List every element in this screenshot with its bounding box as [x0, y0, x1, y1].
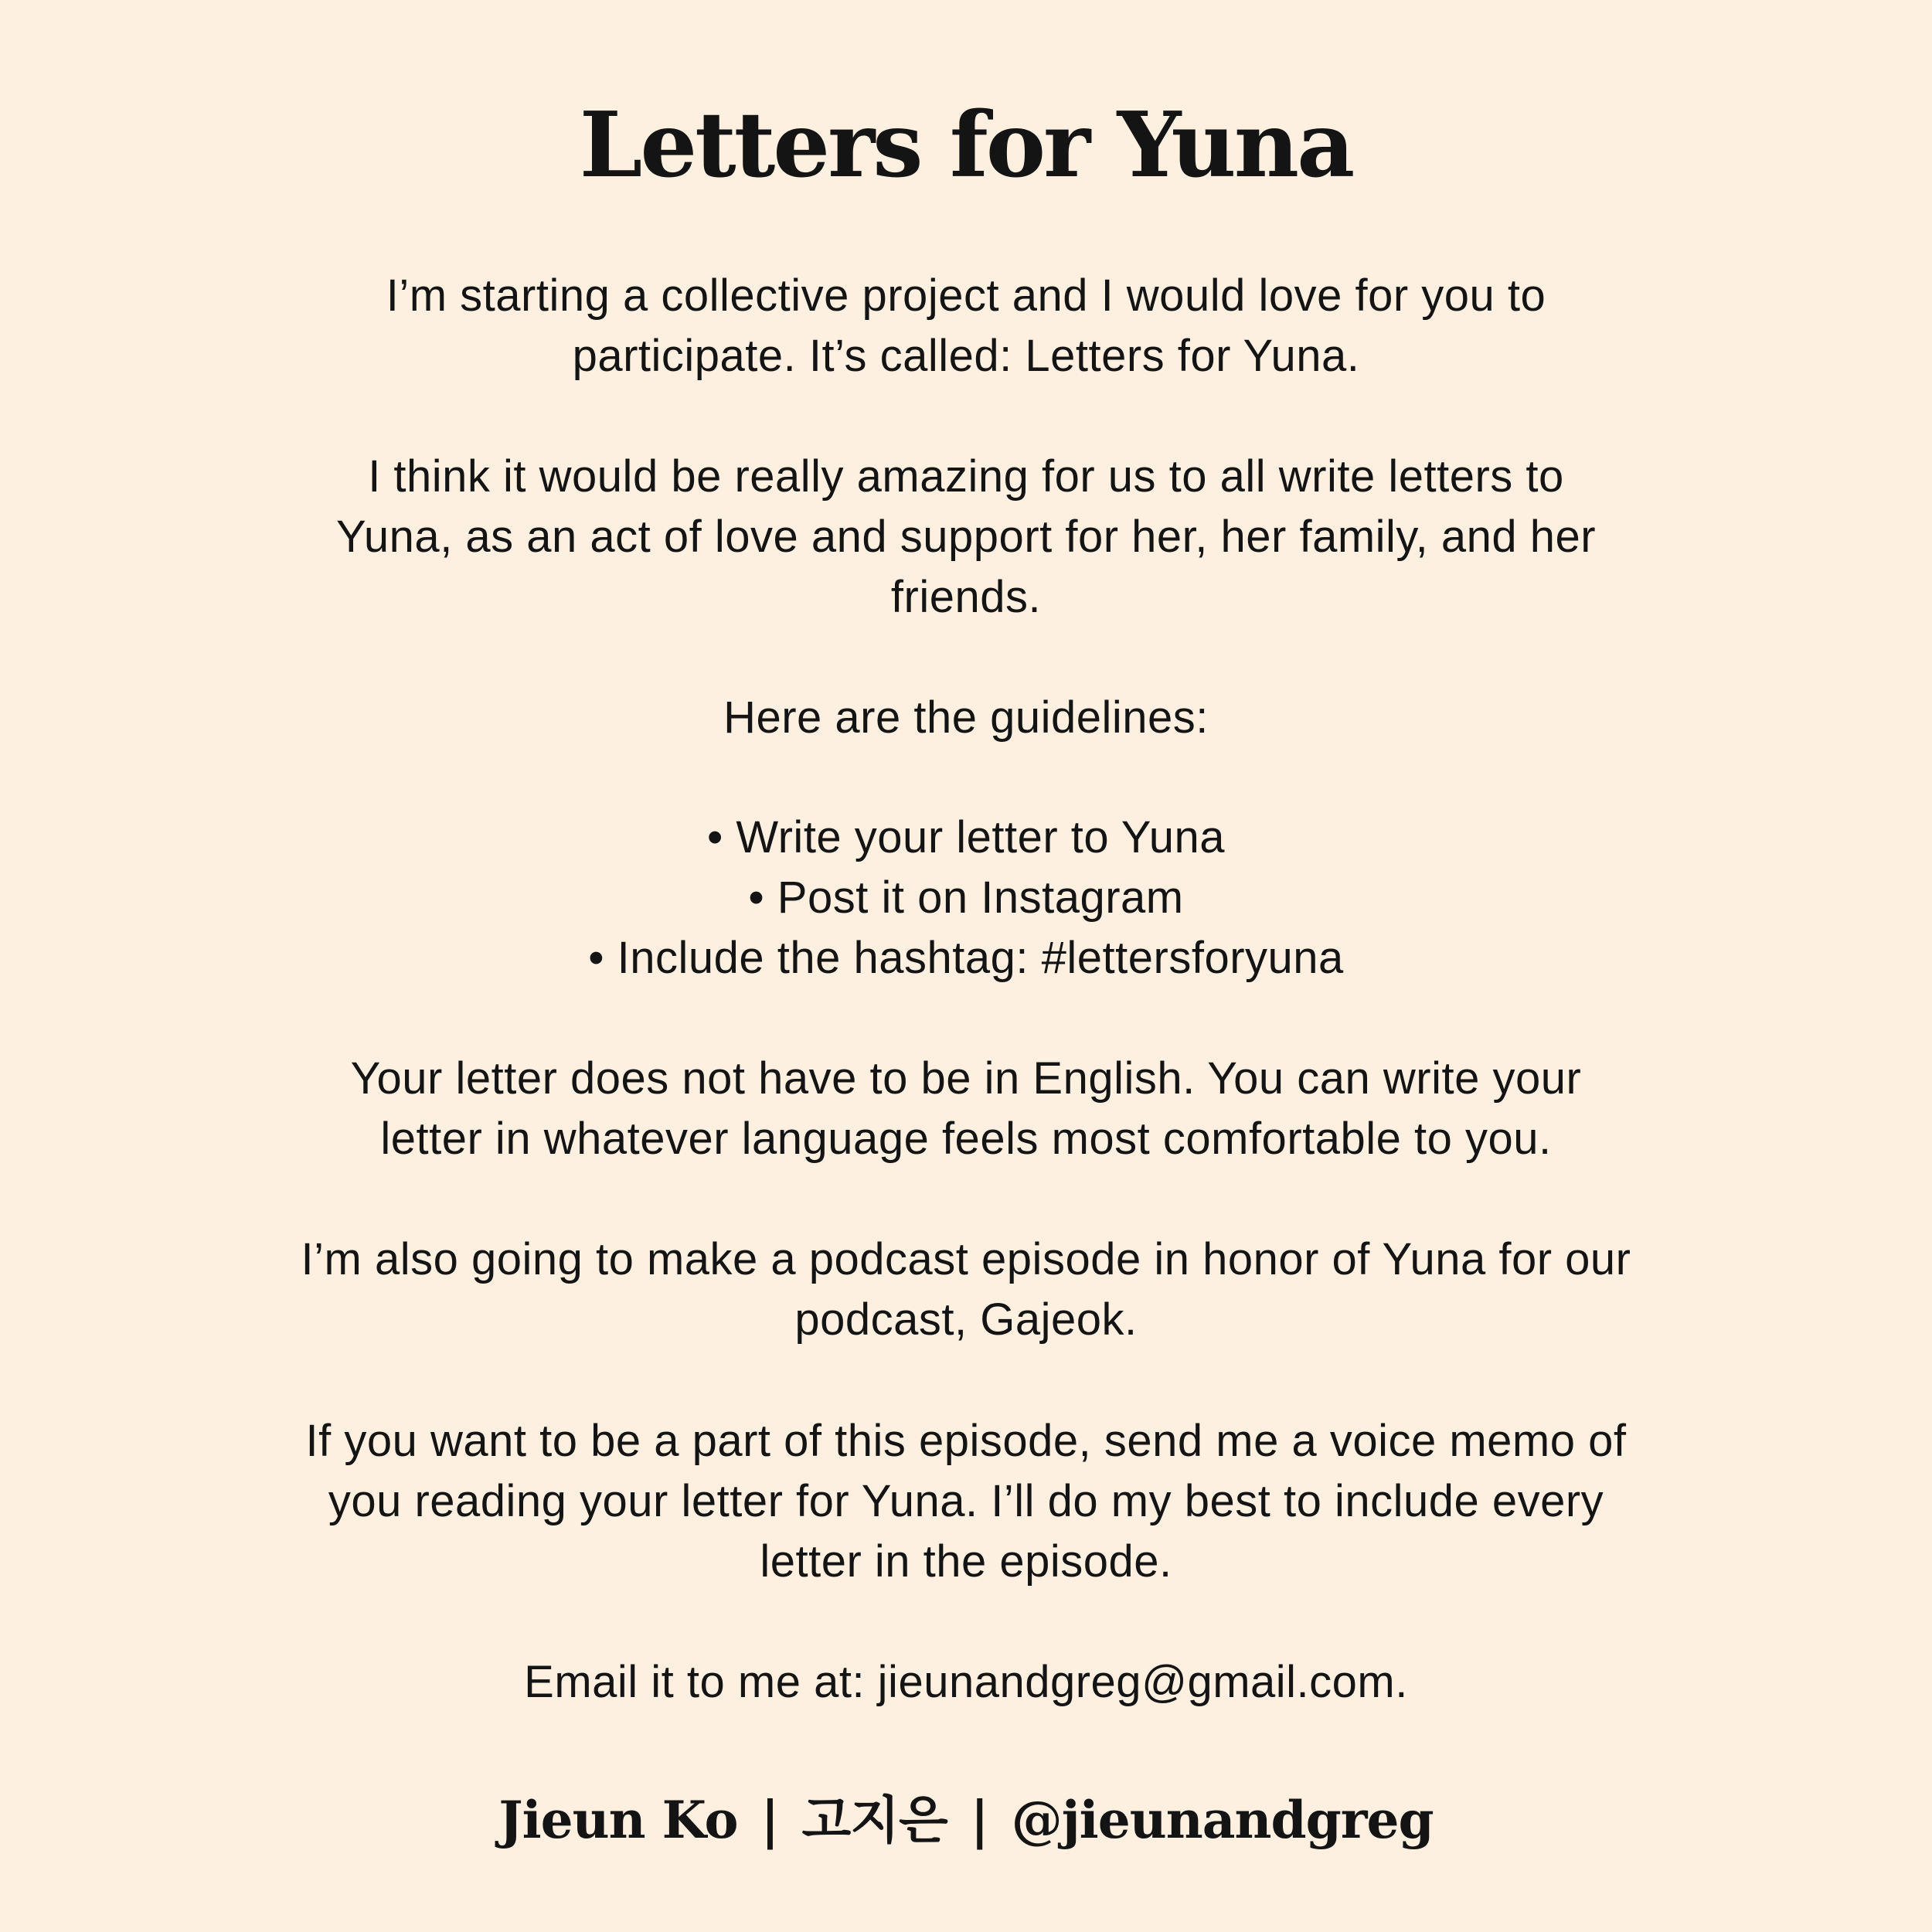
separator: |: [760, 1790, 779, 1850]
purpose-line: friends.: [890, 572, 1042, 622]
language-note-line: Your letter does not have to be in English. You can write your: [350, 1053, 1582, 1104]
language-note-paragraph: [0, 1049, 1932, 1169]
author-handle: @jieunandgreg: [1011, 1790, 1434, 1850]
author-signature: [0, 1785, 1932, 1855]
voice-memo-line: If you want to be a part of this episode, send me a voice memo of: [305, 1416, 1627, 1466]
purpose-line: I think it would be really amazing for us to all write letters to: [368, 451, 1564, 502]
voice-memo-line: you reading your letter for Yuna. I’ll do my best to include every: [328, 1476, 1604, 1526]
guidelines-heading: [0, 688, 1932, 748]
separator: |: [970, 1790, 988, 1850]
page-title: Letters for Yuna: [579, 93, 1353, 198]
podcast-line: podcast, Gajeok.: [794, 1294, 1138, 1345]
voice-memo-line: letter in the episode.: [760, 1536, 1172, 1587]
author-korean-name: 고지은: [801, 1790, 947, 1850]
voice-memo-paragraph: [0, 1411, 1932, 1592]
language-note-line: letter in whatever language feels most comfortable to you.: [380, 1114, 1552, 1164]
intro-line: I’m starting a collective project and I would love for you to: [386, 270, 1546, 321]
guideline-item-hashtag: • Include the hashtag: #lettersforyuna: [588, 933, 1344, 983]
podcast-paragraph: [0, 1230, 1932, 1350]
author-name: Jieun Ko: [498, 1790, 738, 1850]
podcast-line: I’m also going to make a podcast episode in honor of Yuna for our: [301, 1234, 1631, 1284]
intro-line: participate. It’s called: Letters for Yuna.: [572, 331, 1360, 381]
guideline-item-post: • Post it on Instagram: [748, 872, 1184, 923]
email-line: Email it to me at: jieunandgreg@gmail.com.: [524, 1657, 1408, 1707]
guidelines-heading-text: Here are the guidelines:: [723, 692, 1209, 743]
guidelines-list: [0, 808, 1932, 988]
purpose-line: Yuna, as an act of love and support for her, her family, and her: [335, 512, 1597, 562]
email-paragraph: [0, 1652, 1932, 1713]
guideline-item-write: • Write your letter to Yuna: [707, 812, 1225, 862]
purpose-paragraph: [0, 447, 1932, 628]
intro-paragraph: [0, 266, 1932, 386]
